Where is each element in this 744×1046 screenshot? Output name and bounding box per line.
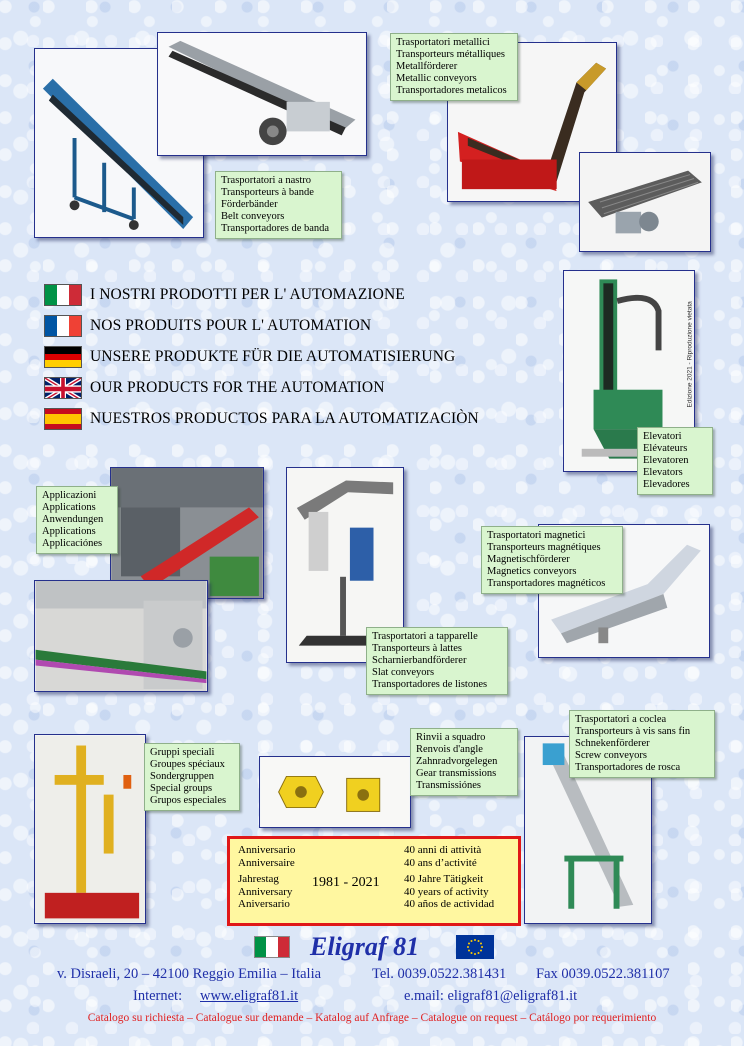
anniversary-word: Anniversary xyxy=(238,885,293,898)
label-slat-conveyors xyxy=(366,627,508,695)
label-line: Rinvii a squadro xyxy=(416,732,486,743)
italy-flag-icon xyxy=(44,284,82,306)
headline-de xyxy=(44,345,455,369)
label-line: Transmissiónes xyxy=(416,780,481,791)
uk-flag-icon xyxy=(44,377,82,399)
anniversary-left-column xyxy=(238,844,295,911)
catalogue-note: Catalogo su richiesta – Catalogue sur demande – Katalog auf Anfrage – Catalogue on request – Catálogo por requerimiento xyxy=(87,1012,657,1024)
headline-text: NOS PRODUITS POUR L' AUTOMATION xyxy=(90,317,372,334)
contact-phone: Tel. 0039.0522.381431 xyxy=(372,966,507,982)
headline-es xyxy=(44,407,479,431)
contact-fax: Fax 0039.0522.381107 xyxy=(536,966,670,982)
website-link[interactable]: www.eligraf81.it xyxy=(200,988,299,1004)
italy-flag-icon xyxy=(254,936,290,958)
label-line: Elévateurs xyxy=(643,443,688,454)
label-line: Transporteurs à lattes xyxy=(372,643,463,654)
label-line: Renvois d'angle xyxy=(416,744,483,755)
label-line: Elevatori xyxy=(643,431,682,442)
label-line: Scharnierbandförderer xyxy=(372,655,467,666)
label-line: Applications xyxy=(42,502,96,513)
label-applications xyxy=(36,486,118,554)
anniversary-phrase: 40 years of activity xyxy=(404,885,489,898)
label-line: Förderbänder xyxy=(221,199,278,210)
label-line: Transportadores de rosca xyxy=(575,762,681,773)
headline-fr xyxy=(44,314,371,338)
anniversary-word: Jahrestag xyxy=(238,873,279,885)
label-line: Trasportatori a nastro xyxy=(221,175,312,186)
contact-email: e.mail: eligraf81@eligraf81.it xyxy=(404,988,578,1004)
edition-note-text: Edizione 2021 - Riproduzione vietata xyxy=(686,301,694,408)
label-elevators xyxy=(637,427,713,495)
photo-mesh-conveyor xyxy=(579,152,711,252)
label-line: Transportadores magnéticos xyxy=(487,578,606,589)
label-line: Sondergruppen xyxy=(150,771,214,782)
label-line: Trasportatori metallici xyxy=(396,37,490,48)
label-line: Applicaciónes xyxy=(42,538,103,549)
photo-special-group xyxy=(34,734,146,924)
label-line: Magnetischförderer xyxy=(487,554,570,565)
label-metallic-conveyors xyxy=(390,33,518,101)
label-line: Transporteurs magnétiques xyxy=(487,542,601,553)
contact-address: v. Disraeli, 20 – 42100 Reggio Emilia – Italia xyxy=(57,966,322,982)
headline-it xyxy=(44,283,405,307)
eu-flag-icon xyxy=(456,935,494,959)
label-screw-conveyors xyxy=(569,710,715,778)
label-line: Transportadores metalicos xyxy=(396,85,507,96)
label-line: Applicazioni xyxy=(42,490,97,501)
label-line: Transporteurs à bande xyxy=(221,187,314,198)
anniversary-phrase: 40 Jahre Tätigkeit xyxy=(404,873,484,885)
label-line: Schnekenförderer xyxy=(575,738,650,749)
edition-note xyxy=(682,290,696,410)
spain-flag-icon xyxy=(44,408,82,430)
anniversary-phrase: 40 anni di attività xyxy=(404,844,482,856)
anniversary-word: Aniversario xyxy=(238,898,290,910)
label-line: Screw conveyors xyxy=(575,750,648,761)
photo-belt-conveyor-flat xyxy=(157,32,367,156)
photo-application-machine xyxy=(34,580,208,692)
label-line: Trasportatori a coclea xyxy=(575,714,667,725)
france-flag-icon xyxy=(44,315,82,337)
label-line: Elevators xyxy=(643,467,683,478)
label-line: Metallic conveyors xyxy=(396,73,477,84)
label-line: Transporteurs à vis sans fin xyxy=(575,726,691,737)
label-line: Transporteurs métalliques xyxy=(396,49,505,60)
label-line: Magnetics conveyors xyxy=(487,566,577,577)
headline-text: UNSERE PRODUKTE FÜR DIE AUTOMATISIERUNG xyxy=(90,348,456,365)
anniversary-word: Anniversaire xyxy=(238,856,295,869)
germany-flag-icon xyxy=(44,346,82,368)
label-line: Gruppi speciali xyxy=(150,747,215,758)
label-line: Groupes spéciaux xyxy=(150,759,225,770)
brand-name: Eligraf 81 xyxy=(310,932,420,961)
label-line: Belt conveyors xyxy=(221,211,285,222)
label-gear-transmissions xyxy=(410,728,518,796)
label-special-groups xyxy=(144,743,240,811)
anniversary-right-column xyxy=(404,844,494,911)
internet-label: Internet: xyxy=(133,988,183,1004)
brand-bar xyxy=(0,930,744,964)
headline-text: OUR PRODUCTS FOR THE AUTOMATION xyxy=(90,379,385,396)
label-line: Trasportatori magnetici xyxy=(487,530,586,541)
anniversary-years: 1981 - 2021 xyxy=(312,875,380,890)
label-magnetic-conveyors xyxy=(481,526,623,594)
label-line: Grupos especiales xyxy=(150,795,227,806)
label-line: Anwendungen xyxy=(42,514,104,525)
label-line: Special groups xyxy=(150,783,213,794)
headline-gb xyxy=(44,376,384,400)
label-line: Elevadores xyxy=(643,479,690,490)
anniversary-box xyxy=(227,836,521,926)
label-line: Transportadores de listones xyxy=(372,679,488,690)
anniversary-word: Anniversario xyxy=(238,844,296,856)
label-line: Trasportatori a tapparelle xyxy=(372,631,478,642)
label-line: Transportadores de banda xyxy=(221,223,330,234)
label-line: Slat conveyors xyxy=(372,667,435,678)
headline-text: NUESTROS PRODUCTOS PARA LA AUTOMATIZACIÒN xyxy=(90,410,479,427)
label-line: Zahnradvorgelegen xyxy=(416,756,498,767)
label-line: Metallförderer xyxy=(396,61,458,72)
label-line: Gear transmissions xyxy=(416,768,497,779)
anniversary-phrase: 40 años de actividad xyxy=(404,898,495,910)
label-belt-conveyors xyxy=(215,171,342,239)
label-line: Applications xyxy=(42,526,96,537)
headline-text: I NOSTRI PRODOTTI PER L' AUTOMAZIONE xyxy=(90,286,405,303)
label-line: Elevatoren xyxy=(643,455,689,466)
anniversary-phrase: 40 ans d’activité xyxy=(404,856,477,869)
photo-gear-transmissions xyxy=(259,756,411,828)
